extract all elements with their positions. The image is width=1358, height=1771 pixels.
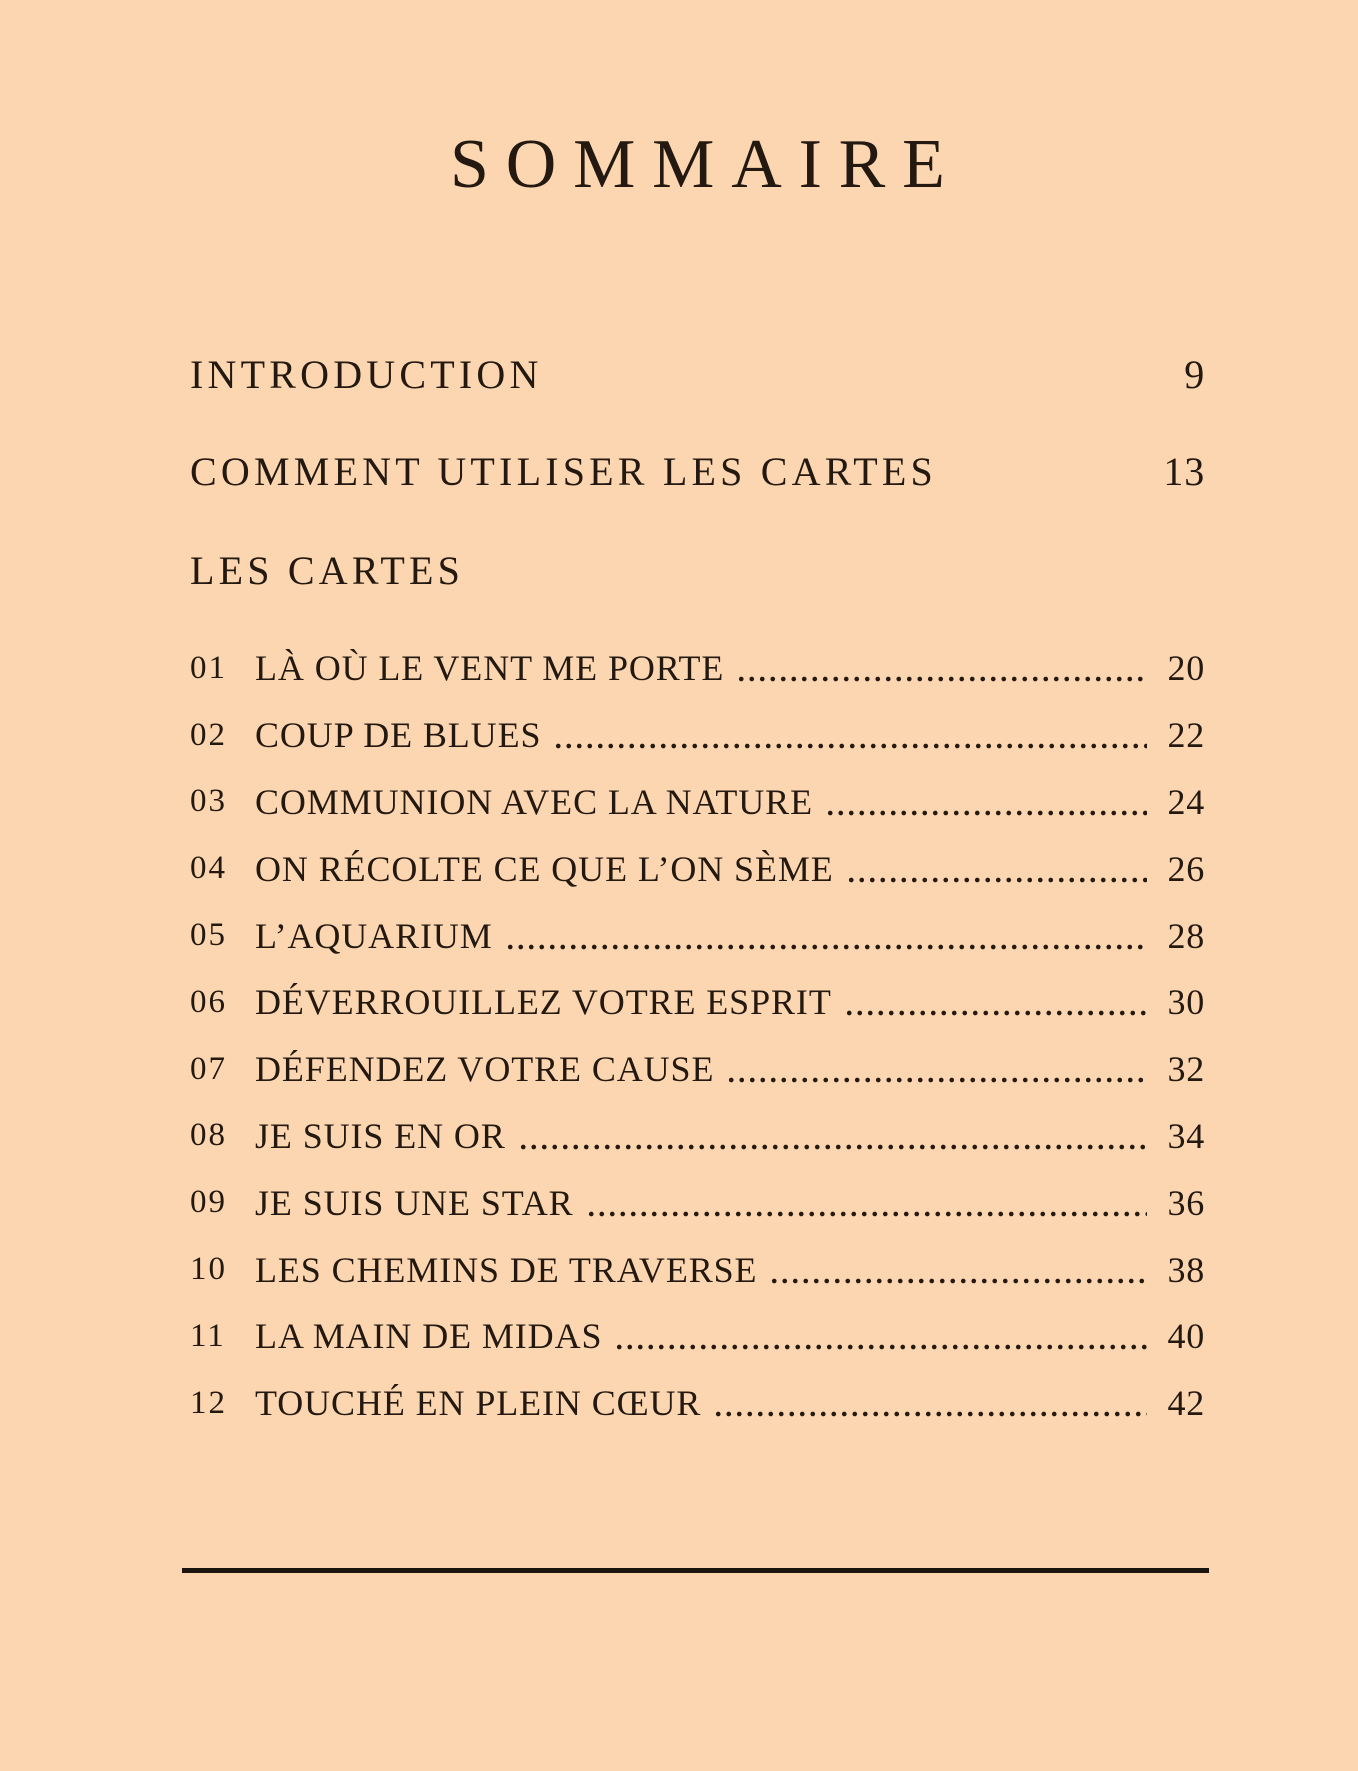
- toc-entry-row: [190, 702, 1205, 769]
- dot-leader: [844, 969, 1147, 1036]
- section-page-number: 9: [1184, 351, 1205, 397]
- entry-page-number: 38: [1167, 1249, 1205, 1290]
- toc-entry-row: [190, 1169, 1205, 1236]
- dot-leader: [518, 1103, 1147, 1170]
- entry-number: 12: [190, 1384, 227, 1421]
- entry-title: DÉFENDEZ VOTRE CAUSE: [255, 1049, 715, 1090]
- entry-title: L’AQUARIUM: [255, 915, 493, 956]
- entry-title: LÀ OÙ LE VENT ME PORTE: [255, 648, 725, 689]
- entry-page-number: 24: [1167, 781, 1205, 822]
- entry-number: 09: [190, 1184, 227, 1221]
- entry-title: LA MAIN DE MIDAS: [255, 1316, 603, 1357]
- toc-entry-row: [190, 769, 1205, 836]
- toc-section-les-cartes: [190, 548, 1205, 592]
- entry-page-number: 30: [1167, 982, 1205, 1023]
- entry-number: 11: [190, 1317, 226, 1354]
- entry-page-number: 36: [1167, 1182, 1205, 1223]
- entry-number: 04: [190, 850, 227, 887]
- entry-page-number: 40: [1167, 1316, 1205, 1357]
- dot-leader: [713, 1370, 1147, 1437]
- section-label: COMMENT UTILISER LES CARTES: [190, 448, 937, 494]
- entry-page-number: 26: [1167, 848, 1205, 889]
- entry-title: DÉVERROUILLEZ VOTRE ESPRIT: [255, 982, 832, 1023]
- table-of-contents: [190, 0, 1205, 1771]
- toc-entry-row: [190, 1236, 1205, 1303]
- entry-number: 02: [190, 716, 227, 753]
- entry-title: COUP DE BLUES: [255, 715, 542, 756]
- toc-entry-row: [190, 1036, 1205, 1103]
- entry-page-number: 20: [1167, 648, 1205, 689]
- entry-title: JE SUIS UNE STAR: [255, 1182, 574, 1223]
- dot-leader: [736, 635, 1147, 702]
- toc-entry-row: [190, 635, 1205, 702]
- toc-entry-row: [190, 902, 1205, 969]
- dot-leader: [825, 769, 1147, 836]
- entry-title: COMMUNION AVEC LA NATURE: [255, 781, 813, 822]
- dot-leader: [505, 902, 1147, 969]
- toc-entry-row: [190, 1370, 1205, 1437]
- entry-page-number: 34: [1167, 1115, 1205, 1156]
- toc-section-introduction: [190, 352, 1205, 396]
- section-label: LES CARTES: [190, 547, 465, 593]
- entry-page-number: 22: [1167, 715, 1205, 756]
- entry-title: JE SUIS EN OR: [255, 1115, 506, 1156]
- toc-section-comment-utiliser: [190, 449, 1205, 493]
- dot-leader: [553, 702, 1147, 769]
- toc-entry-list: [190, 635, 1205, 1437]
- entry-number: 01: [190, 649, 227, 686]
- page-title: SOMMAIRE: [450, 126, 962, 203]
- dot-leader: [586, 1169, 1147, 1236]
- entry-page-number: 42: [1167, 1383, 1205, 1424]
- dot-leader: [726, 1036, 1147, 1103]
- dot-leader: [614, 1303, 1147, 1370]
- toc-entry-row: [190, 969, 1205, 1036]
- toc-entry-row: [190, 1103, 1205, 1170]
- dot-leader: [846, 835, 1147, 902]
- entry-page-number: 32: [1167, 1049, 1205, 1090]
- dot-leader: [769, 1236, 1147, 1303]
- footer-rule: [182, 1568, 1209, 1573]
- entry-number: 07: [190, 1050, 227, 1087]
- entry-number: 05: [190, 917, 227, 954]
- entry-number: 06: [190, 983, 227, 1020]
- entry-number: 10: [190, 1251, 227, 1288]
- toc-entry-row: [190, 1303, 1205, 1370]
- entry-title: LES CHEMINS DE TRAVERSE: [255, 1249, 758, 1290]
- section-label: INTRODUCTION: [190, 351, 543, 397]
- entry-title: TOUCHÉ EN PLEIN CŒUR: [255, 1383, 702, 1424]
- entry-number: 03: [190, 783, 227, 820]
- entry-number: 08: [190, 1117, 227, 1154]
- entry-page-number: 28: [1167, 915, 1205, 956]
- section-page-number: 13: [1163, 448, 1205, 494]
- entry-title: ON RÉCOLTE CE QUE L’ON SÈME: [255, 848, 834, 889]
- toc-entry-row: [190, 835, 1205, 902]
